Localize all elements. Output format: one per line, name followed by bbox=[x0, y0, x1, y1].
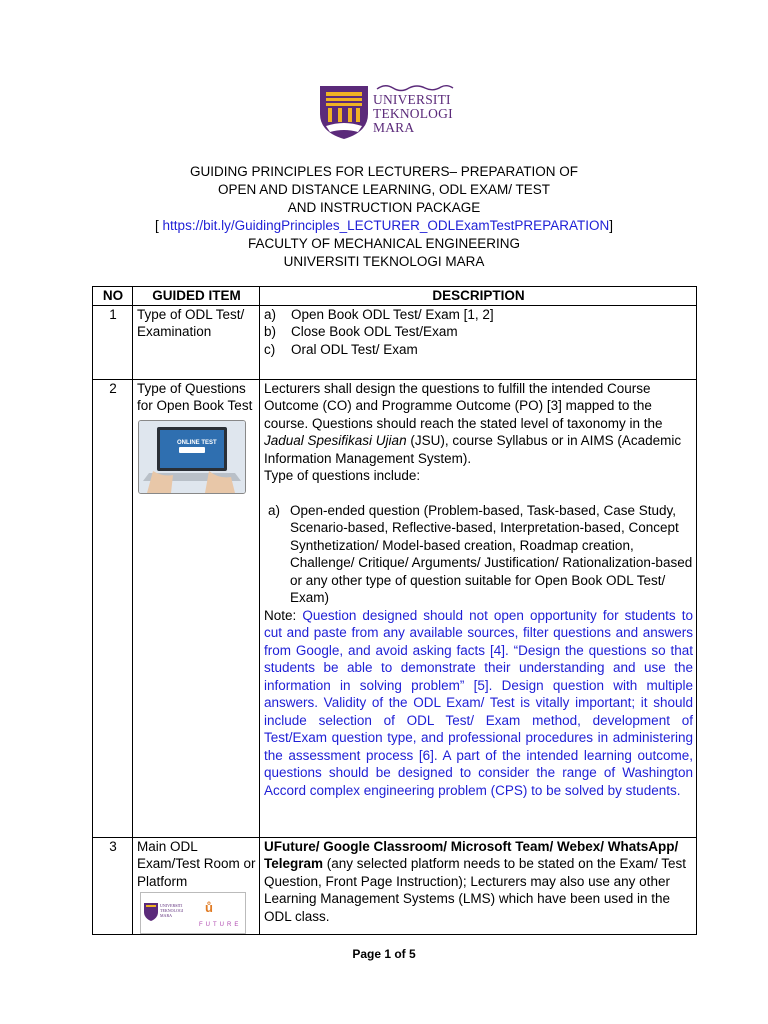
faculty-name: FACULTY OF MECHANICAL ENGINEERING bbox=[247, 236, 521, 251]
note-text: Question designed should not open opportunity for students to cut and paste from any available sources, filter questions and answers from Google, and avoid asking facts [4]. “Design the questions so that students be able to demonstrate their understanding and use the information in solving problem” [5]. Design question with multiple answers. Validity of the ODL Exam/ Test is vitally important; it should include selection of ODL Test/ Exam method, development of Test/Exam question type, and professional procedures in administering the assessment process [6]. A part of the intended learning outcome, questions should be designed to consider the range of Washington Accord complex engineering problem (CPS) to be solved by students. bbox=[264, 607, 693, 798]
title-line-2: OPEN AND DISTANCE LEARNING, ODL EXAM/ TEST bbox=[217, 182, 551, 197]
row2-intro bbox=[264, 380, 693, 468]
row2-item: Type of Questions for Open Book Test bbox=[137, 380, 253, 413]
table-row bbox=[93, 379, 697, 837]
online-test-laptop-image bbox=[138, 420, 246, 494]
ufuture-future-text: FUTURE bbox=[199, 922, 242, 928]
option-text: Open Book ODL Test/ Exam [1, 2] bbox=[291, 306, 494, 322]
table-row bbox=[93, 837, 697, 935]
university-name: UNIVERSITI TEKNOLOGI MARA bbox=[283, 254, 485, 269]
row1-description bbox=[260, 305, 697, 379]
option-marker: c) bbox=[264, 341, 276, 357]
list-item bbox=[264, 323, 693, 341]
header-no: NO bbox=[93, 287, 133, 306]
option-text: Close Book ODL Test/Exam bbox=[291, 324, 458, 339]
option-marker: a) bbox=[264, 306, 277, 322]
page-number: Page 1 of 5 bbox=[352, 947, 416, 961]
ufuture-uni-text: UNIVERSITI TEKNOLOGI MARA bbox=[160, 903, 184, 918]
row3-item-cell bbox=[133, 837, 260, 935]
table-header-row bbox=[93, 287, 697, 306]
row2-note bbox=[264, 607, 693, 800]
logo-line-2: TEKNOLOGI bbox=[373, 106, 453, 121]
document-header bbox=[0, 163, 768, 271]
jsu-italic: Jadual Spesifikasi Ujian bbox=[264, 433, 407, 448]
title-link-line bbox=[0, 217, 768, 235]
note-label: Note: bbox=[264, 607, 303, 623]
row2-item-cell bbox=[133, 379, 260, 837]
jawi-script-logo bbox=[375, 82, 455, 92]
intro-text-2: (JSU), course Syllabus or in AIMS (Academic Information Management System). bbox=[264, 433, 682, 466]
title-line-1: GUIDING PRINCIPLES FOR LECTURERS– PREPARATION OF bbox=[189, 164, 579, 179]
online-test-label: ONLINE TEST bbox=[177, 439, 217, 446]
platforms-list: UFuture/ Google Classroom/ Microsoft Team/ Webex/ WhatsApp/ Telegram bbox=[264, 838, 679, 871]
logo-wordmark bbox=[373, 93, 453, 135]
question-marker: a) bbox=[268, 502, 281, 518]
table-row bbox=[93, 305, 697, 379]
ufuture-u-icon: ů bbox=[205, 900, 213, 915]
list-item bbox=[264, 306, 693, 324]
logo-line-3: MARA bbox=[373, 120, 415, 135]
laptop-icon bbox=[139, 421, 245, 493]
title-line-3: AND INSTRUCTION PACKAGE bbox=[287, 200, 481, 215]
guidelines-table bbox=[92, 286, 697, 935]
link-bracket-close: ] bbox=[609, 218, 613, 233]
logo-line-1: UNIVERSITI bbox=[373, 92, 451, 107]
row3-description bbox=[260, 837, 697, 935]
option-marker: b) bbox=[264, 324, 277, 339]
types-intro: Type of questions include: bbox=[264, 468, 421, 483]
header-guided-item: GUIDED ITEM bbox=[133, 287, 260, 306]
list-item bbox=[264, 502, 693, 607]
question-type-text: Open-ended question (Problem-based, Task-based, Case Study, Scenario-based, Reflective-based, Interpretation-based, Concept Synthetization/ Model-based creation, Roadmap creation, Challenge/ Critique/ Arguments/ Justification/ Rationalization-based or any other type of question suitable for Open Book ODL Test/ Exam) bbox=[290, 502, 693, 605]
row2-no: 2 bbox=[93, 379, 133, 837]
row2-description bbox=[260, 379, 697, 837]
header-description: DESCRIPTION bbox=[260, 287, 697, 306]
row1-no: 1 bbox=[93, 305, 133, 379]
platforms-text: (any selected platform needs to be stated on the Exam/ Test Question, Front Page Instruction); Lecturers may also use any other Learning Management Systems (LMS) which have been used in the ODL class. bbox=[264, 856, 686, 924]
list-item bbox=[264, 341, 693, 359]
row3-item: Main ODL Exam/Test Room or Platform bbox=[137, 838, 256, 889]
uitm-crest-icon bbox=[144, 903, 158, 921]
option-text: Oral ODL Test/ Exam bbox=[291, 341, 418, 357]
ufuture-logo-image bbox=[140, 892, 246, 934]
guiding-principles-link[interactable]: https://bit.ly/GuidingPrinciples_LECTURER_ODLExamTestPREPARATION bbox=[162, 218, 610, 233]
row3-no: 3 bbox=[93, 837, 133, 935]
link-bracket-open: [ bbox=[155, 218, 163, 233]
row1-item: Type of ODL Test/ Examination bbox=[133, 305, 260, 379]
intro-text-1: Lecturers shall design the questions to fulfill the intended Course Outcome (CO) and Programme Outcome (PO) [3] mapped to the course. Questions should reach the stated level of taxonomy in the bbox=[264, 380, 663, 431]
